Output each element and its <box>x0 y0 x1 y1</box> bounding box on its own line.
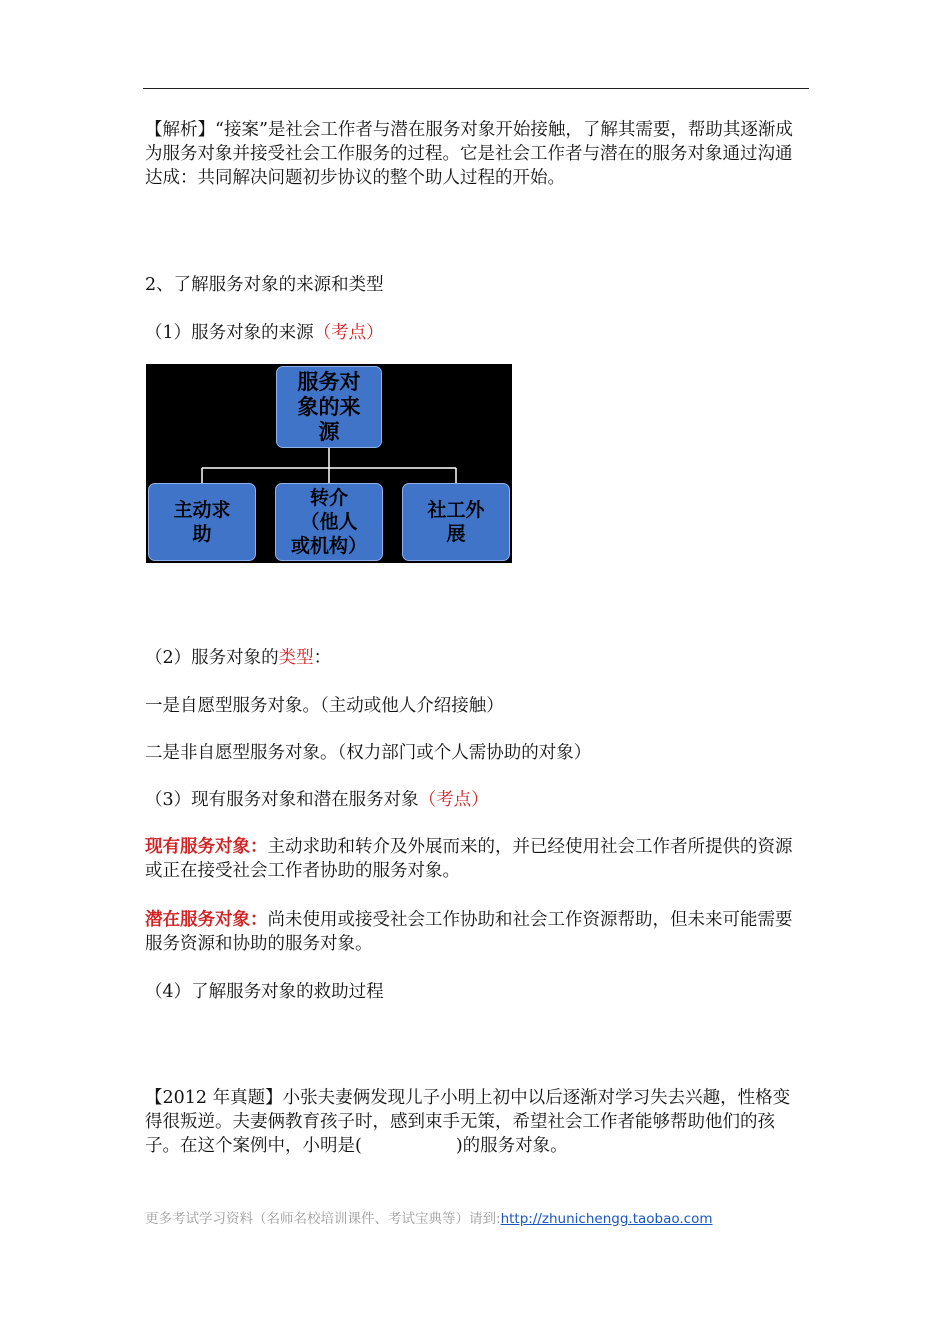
node-1-line-2: 助 <box>192 523 212 545</box>
sub-heading-1-tag: （考点） <box>313 323 384 343</box>
exam-question-end: )的服务对象。 <box>455 1136 568 1156</box>
sub-heading-2-suffix: ： <box>313 648 332 668</box>
sub-heading-4: （4）了解服务对象的救助过程 <box>145 982 384 1002</box>
potential-client-paragraph <box>145 908 805 956</box>
diagram-root-node <box>276 366 382 448</box>
exam-question-text: 【2012 年真题】小张夫妻俩发现儿子小明上初中以后逐渐对学习失去兴趣，性格变得很叛逆。夫妻俩教育孩子时，感到束手无策，希望社会工作者能够帮助他们的孩子。在这个案例中，小明是( <box>145 1088 791 1156</box>
sub-heading-1 <box>145 321 805 345</box>
potential-client-text: 尚未使用或接受社会工作协助和社会工作资源帮助，但未来可能需要服务资源和协助的服务对象。 <box>145 910 793 954</box>
footer-link[interactable]: http://zhunichengg.taobao.com <box>500 1211 713 1227</box>
footer-text: 更多考试学习资料（名师名校培训课件、考试宝典等）请到: <box>145 1211 501 1227</box>
sub-heading-2-tag: 类型 <box>278 648 314 668</box>
root-line-3: 源 <box>318 419 340 444</box>
sub-heading-3-text: （3）现有服务对象和潜在服务对象 <box>145 790 419 810</box>
sub-heading-3 <box>145 788 805 812</box>
node-2-line-1: 转介 <box>309 487 348 509</box>
node-2-line-2: （他人 <box>300 511 358 533</box>
sub-heading-3-tag: （考点） <box>418 790 489 810</box>
diagram-node-outreach <box>402 483 510 561</box>
type-2-line: 二是非自愿型服务对象。（权力部门或个人需协助的对象） <box>145 743 592 763</box>
header-rule <box>143 88 809 89</box>
node-1-line-1: 主动求 <box>173 499 231 521</box>
current-client-text: 主动求助和转介及外展而来的，并已经使用社会工作者所提供的资源或正在接受社会工作者协助的服务对象。 <box>145 837 793 881</box>
footer-note <box>145 1207 713 1227</box>
sub-heading-2-text: （2）服务对象的 <box>145 648 279 668</box>
current-client-paragraph <box>145 835 805 883</box>
root-line-2: 象的来 <box>297 394 361 419</box>
exam-question <box>145 1086 805 1158</box>
section-2-title: 2、了解服务对象的来源和类型 <box>145 275 384 295</box>
current-client-label: 现有服务对象： <box>145 837 268 857</box>
potential-client-label: 潜在服务对象： <box>145 910 268 930</box>
diagram-node-referral <box>275 483 383 561</box>
node-2-line-3: 或机构） <box>290 535 367 557</box>
root-line-1: 服务对 <box>297 369 361 394</box>
analysis-paragraph: 【解析】“接案”是社会工作者与潜在服务对象开始接触，了解其需要，帮助其逐渐成为服务对象并接受社会工作服务的过程。它是社会工作者与潜在的服务对象通过沟通达成：共同解决问题初步协议的整个助人过程的开始。 <box>145 120 793 188</box>
source-diagram <box>146 364 512 563</box>
type-1-line: 一是自愿型服务对象。（主动或他人介绍接触） <box>145 696 504 716</box>
sub-heading-1-text: （1）服务对象的来源 <box>145 323 314 343</box>
node-3-line-2: 展 <box>446 523 466 545</box>
sub-heading-2 <box>145 646 805 670</box>
diagram-node-self-help <box>148 483 256 561</box>
node-3-line-1: 社工外 <box>427 499 485 521</box>
